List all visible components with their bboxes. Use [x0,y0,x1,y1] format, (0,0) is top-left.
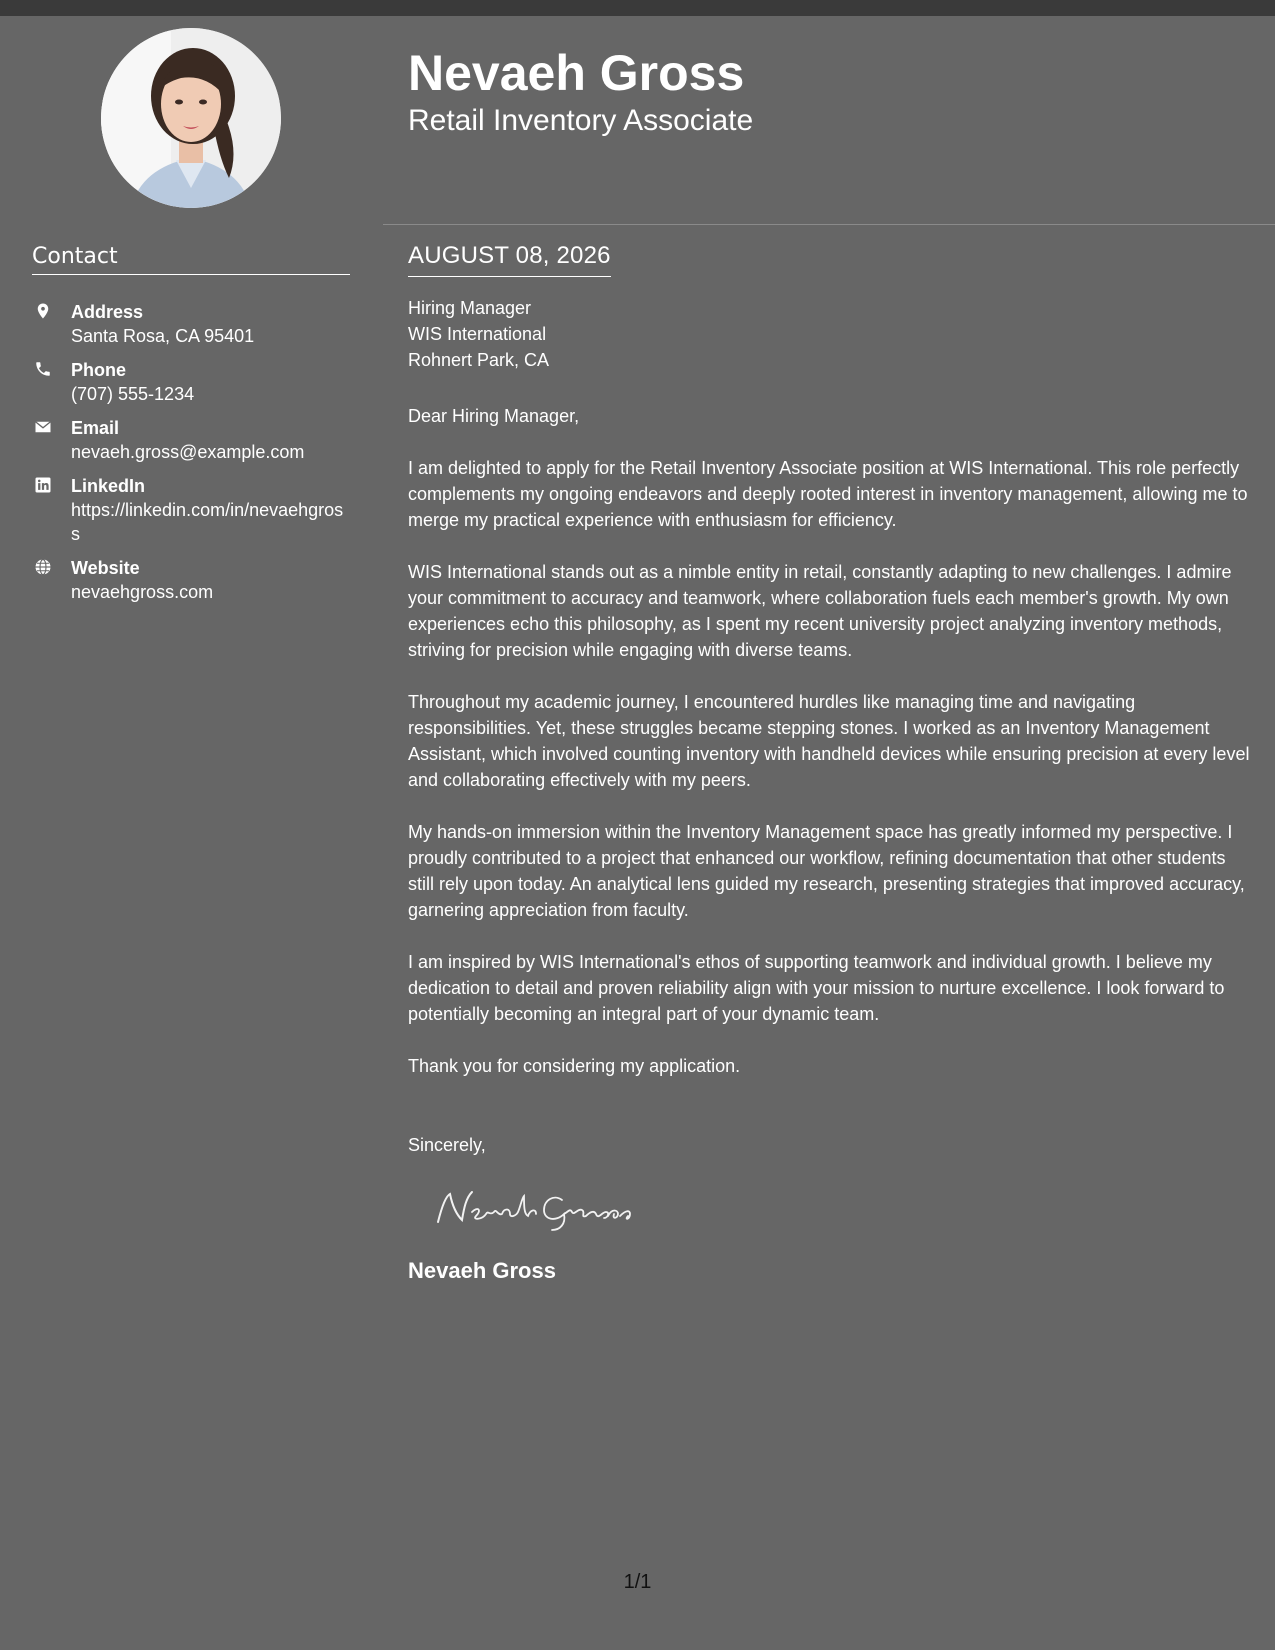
applicant-job-title: Retail Inventory Associate [408,104,754,137]
letter-paragraph: Thank you for considering my application. [408,1056,741,1076]
contact-label: Website [71,558,140,578]
salutation: Dear Hiring Manager, [408,406,580,426]
letter-body [408,240,1253,1286]
page-number: 1/1 [623,1571,652,1593]
contact-item-address [32,300,352,348]
contact-list [32,300,352,614]
recipient-block [408,295,1253,373]
recipient-line: WIS International [408,324,547,344]
envelope-icon [34,418,52,436]
contact-label: Email [71,418,120,438]
contact-label: Phone [71,360,127,380]
contact-value: (707) 555-1234 [71,384,195,404]
map-pin-icon [34,302,52,320]
letter-paragraph: Throughout my academic journey, I encountered hurdles like managing time and navigating responsibilities. Yet, these struggles became stepping stones. I worked as an Inventory Management Assistant, which involved counting inventory with handheld devices while ensuring precision at every level and collaborating effectively with my peers. [408,692,1250,790]
sidebar [0,16,382,1650]
signed-name: Nevaeh Gross [408,1258,556,1283]
contact-section-title: Contact [32,242,350,275]
letter-header [383,16,1275,225]
handwritten-signature [432,1186,1253,1232]
contact-label: Address [71,302,144,322]
contact-value: nevaehgross.com [71,582,214,602]
applicant-name: Nevaeh Gross [408,45,745,101]
contact-item-linkedin [32,474,352,546]
closing: Sincerely, [408,1135,486,1155]
letter-paragraph: I am inspired by WIS International's ethos of supporting teamwork and individual growth. I believe my dedication to detail and proven reliability align with your mission to nurture excellence. I look forward to potentially becoming an integral part of your dynamic team. [408,952,1225,1024]
top-bar [0,0,1275,16]
contact-item-phone [32,358,352,406]
letter-paragraph: I am delighted to apply for the Retail Inventory Associate position at WIS International. This role perfectly complements my ongoing endeavors and deeply rooted interest in inventory management, allowing me to merge my practical experience with enthusiasm for efficiency. [408,458,1248,530]
letter-date: AUGUST 08, 2026 [408,240,611,277]
linkedin-icon [34,476,52,494]
contact-value: nevaeh.gross@example.com [71,442,305,462]
recipient-line: Hiring Manager [408,298,532,318]
contact-item-email [32,416,352,464]
profile-photo [101,28,281,208]
signature-graphic [432,1186,652,1232]
profile-photo-illustration [101,28,281,208]
letter-paragraph: My hands-on immersion within the Inventory Management space has greatly informed my perspective. I proudly contributed to a project that enhanced our workflow, refining documentation that other students still rely upon today. An analytical lens guided my research, presenting strategies that improved accuracy, garnering appreciation from faculty. [408,822,1245,920]
globe-icon [34,558,52,576]
contact-value: https://linkedin.com/in/nevaehgross [71,500,344,544]
phone-icon [34,360,52,378]
contact-value: Santa Rosa, CA 95401 [71,326,255,346]
contact-item-website [32,556,352,604]
letter-paragraph: WIS International stands out as a nimble entity in retail, constantly adapting to new challenges. I admire your commitment to accuracy and teamwork, where collaboration fuels each member's growth. My own experiences echo this philosophy, as I spent my recent university project analyzing inventory methods, striving for precision while engaging with diverse teams. [408,562,1232,660]
contact-label: LinkedIn [71,476,146,496]
recipient-line: Rohnert Park, CA [408,350,550,370]
